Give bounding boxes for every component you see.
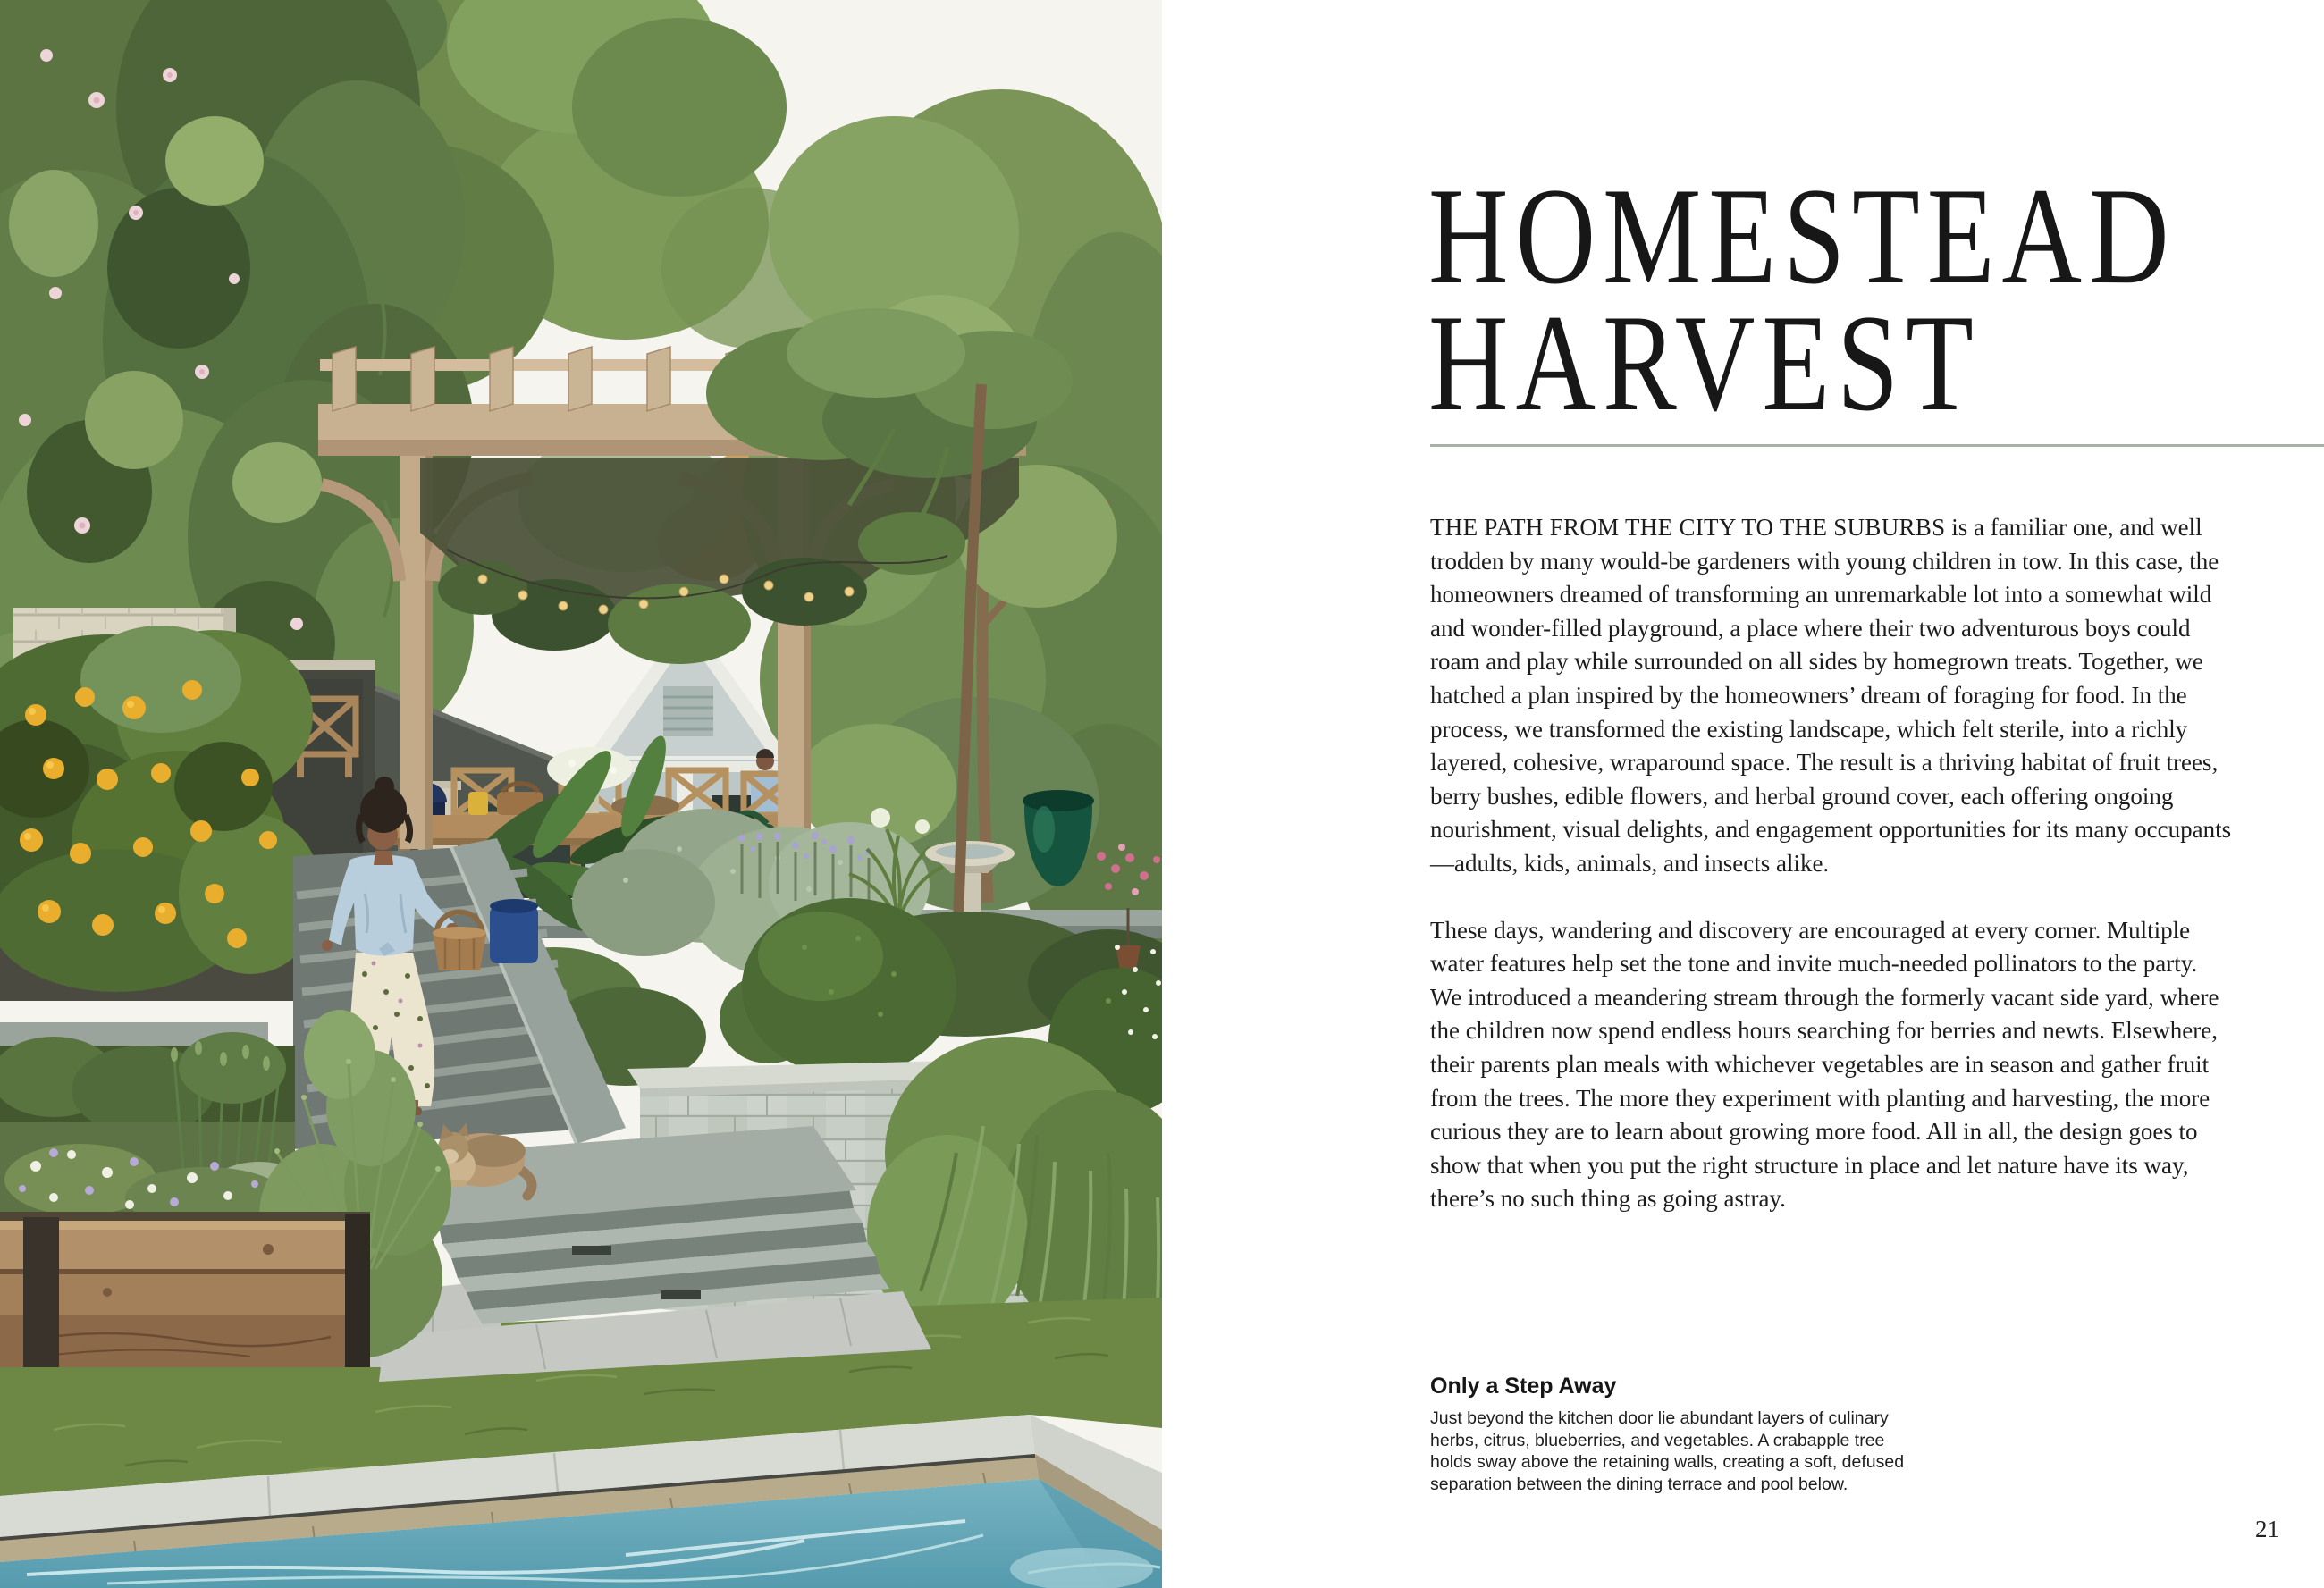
paragraph-2: These days, wandering and discovery are encouraged at every corner. Multiple water features help set the tone and invite much-needed pollinators to the party. We introduced a meandering stream through the formerly vacant side yard, where the children now spend endless hours searching for berries and newts. Elsewhere, their parents plan meals with whichever vegetables are in season and gather fruit from the trees. The more they experiment with planting and harvesting, the more curious they are to learn about growing more food. All in all, the design goes to show that when you put the right structure in place and let nature have its way, there’s no such thing as going astray. bbox=[1430, 916, 2219, 1213]
title-line-2: HARVEST bbox=[1428, 287, 1981, 441]
divider-rule bbox=[1430, 444, 2324, 447]
left-beds bbox=[0, 1010, 451, 1367]
caption-title: Only a Step Away bbox=[1430, 1374, 1617, 1399]
lead-in-caps: THE PATH FROM THE CITY TO THE SUBURBS bbox=[1430, 514, 1946, 541]
paragraph-1-text: is a familiar one, and well trodden by many would-be gardeners with young children in tow. In this case, the homeowners dreamed of transforming an unremarkable lot into a somewhat wild and wonder-filled playground, a place where their two adventurous boys could roam and play while surrounded on all sides by homegrown treats. Together, we hatched a plan inspired by the homeowners’ dream of foraging for food. In the process, we transformed the existing landscape, which felt sterile, into a richly layered, cohesive, wraparound space. The result is a thriving habitat of fruit trees, berry bushes, edible flowers, and herbal ground cover, each offering ongoing nourishment, visual delights, and engagement opportunities for its many occupants—adults, kids, animals, and insects alike. bbox=[1430, 514, 2232, 877]
chapter-title bbox=[1428, 175, 2286, 443]
lemon-tree bbox=[0, 626, 322, 1001]
page-number: 21 bbox=[2255, 1516, 2279, 1542]
wooden-planter-box bbox=[0, 1212, 370, 1367]
paragraph-1 bbox=[1430, 511, 2232, 881]
title-line-1: HOMESTEAD bbox=[1428, 175, 2177, 314]
blue-ceramic-pot bbox=[490, 899, 538, 963]
photo-caption bbox=[1430, 1373, 1927, 1495]
caption-body: Just beyond the kitchen door lie abundant layers of culinary herbs, citrus, blueberries, and vegetables. A crabapple tree holds sway above the retaining walls, creating a soft, defused separation between the dining terrace and pool below. bbox=[1430, 1408, 1905, 1494]
article-body bbox=[1430, 511, 2232, 1216]
